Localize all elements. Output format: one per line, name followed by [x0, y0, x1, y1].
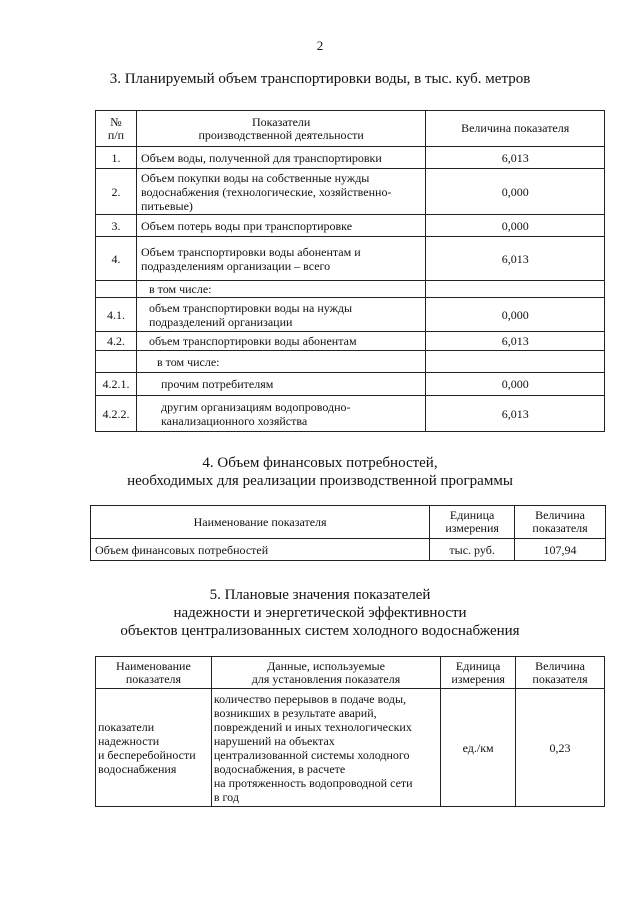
- row-num: [96, 351, 137, 373]
- row-value: 6,013: [426, 147, 605, 169]
- row-value: [426, 281, 605, 298]
- row-num: 4.: [96, 237, 137, 281]
- table-row: [96, 169, 605, 215]
- row-name: объем транспортировки воды абонентам: [136, 332, 425, 351]
- table-row: [96, 237, 605, 281]
- section-4-title-line2: необходимых для реализации производственной программы: [127, 473, 513, 489]
- row-unit: тыс. руб.: [430, 539, 515, 561]
- col-header-unit: Единица измерения: [430, 506, 515, 539]
- row-num: 2.: [96, 169, 137, 215]
- row-num: 4.2.: [96, 332, 137, 351]
- row-name: другим организациям водопроводно-канализационного хозяйства: [136, 396, 425, 432]
- col-header-indicator-name: Наименование показателя: [96, 657, 212, 689]
- row-name: показатели надежности и бесперебойности водоснабжения: [96, 689, 212, 807]
- row-name: объем транспортировки воды на нужды подразделений организации: [136, 298, 425, 332]
- table-header-row: [96, 657, 605, 689]
- table-row: [96, 396, 605, 432]
- row-value: 0,000: [426, 373, 605, 396]
- col-header-value: Величина показателя: [515, 506, 606, 539]
- row-num: [96, 281, 137, 298]
- row-num: 4.2.2.: [96, 396, 137, 432]
- table-row: [96, 281, 605, 298]
- row-name: Объем финансовых потребностей: [91, 539, 430, 561]
- table-header-row: [91, 506, 606, 539]
- row-value: 0,000: [426, 169, 605, 215]
- table-row: [96, 373, 605, 396]
- col-header-indicator: Показатели производственной деятельности: [136, 111, 425, 147]
- table-row: [96, 351, 605, 373]
- section-3-table: [95, 110, 605, 432]
- section-5-title-line2: надежности и энергетической эффективности: [173, 605, 467, 621]
- col-header-value: Величина показателя: [516, 657, 605, 689]
- row-value: 0,23: [516, 689, 605, 807]
- row-name: Объем потерь воды при транспортировке: [136, 215, 425, 237]
- section-4-title-line1: 4. Объем финансовых потребностей,: [202, 455, 438, 471]
- row-value: 6,013: [426, 396, 605, 432]
- table-row: [91, 539, 606, 561]
- col-header-unit: Единица измерения: [441, 657, 516, 689]
- table-row: [96, 215, 605, 237]
- row-value: 6,013: [426, 237, 605, 281]
- row-value: 0,000: [426, 215, 605, 237]
- table-row: [96, 332, 605, 351]
- table-row: [96, 298, 605, 332]
- row-name: в том числе:: [136, 351, 425, 373]
- table-row: [96, 147, 605, 169]
- row-num: 4.2.1.: [96, 373, 137, 396]
- row-num: 3.: [96, 215, 137, 237]
- row-num: 1.: [96, 147, 137, 169]
- col-header-num: № п/п: [96, 111, 137, 147]
- table-header-row: [96, 111, 605, 147]
- row-name: Объем покупки воды на собственные нужды водоснабжения (технологические, хозяйственно-питьевые): [136, 169, 425, 215]
- table-row: [96, 689, 605, 807]
- page-number: 2: [316, 38, 324, 53]
- row-num: 4.1.: [96, 298, 137, 332]
- row-value: 107,94: [515, 539, 606, 561]
- row-name: Объем транспортировки воды абонентам и подразделениям организации – всего: [136, 237, 425, 281]
- row-value: 6,013: [426, 332, 605, 351]
- col-header-value: Величина показателя: [426, 111, 605, 147]
- row-value: [426, 351, 605, 373]
- section-5-title-line1: 5. Плановые значения показателей: [209, 587, 431, 603]
- section-5-title-line3: объектов централизованных систем холодного водоснабжения: [120, 623, 520, 639]
- row-value: 0,000: [426, 298, 605, 332]
- row-source-data: количество перерывов в подаче воды, возникших в результате аварий, повреждений и иных технологических нарушений на объектах централизованной системы холодного водоснабжения, в расчете на протяженность водопроводной сети в год: [211, 689, 440, 807]
- row-name: в том числе:: [136, 281, 425, 298]
- col-header-indicator-name: Наименование показателя: [91, 506, 430, 539]
- row-unit: ед./км: [441, 689, 516, 807]
- col-header-source-data: Данные, используемые для установления показателя: [211, 657, 440, 689]
- section-5-table: [95, 656, 605, 807]
- row-name: прочим потребителям: [136, 373, 425, 396]
- section-4-table: [90, 505, 606, 561]
- section-3-title: 3. Планируемый объем транспортировки воды, в тыс. куб. метров: [109, 71, 531, 87]
- row-name: Объем воды, полученной для транспортировки: [136, 147, 425, 169]
